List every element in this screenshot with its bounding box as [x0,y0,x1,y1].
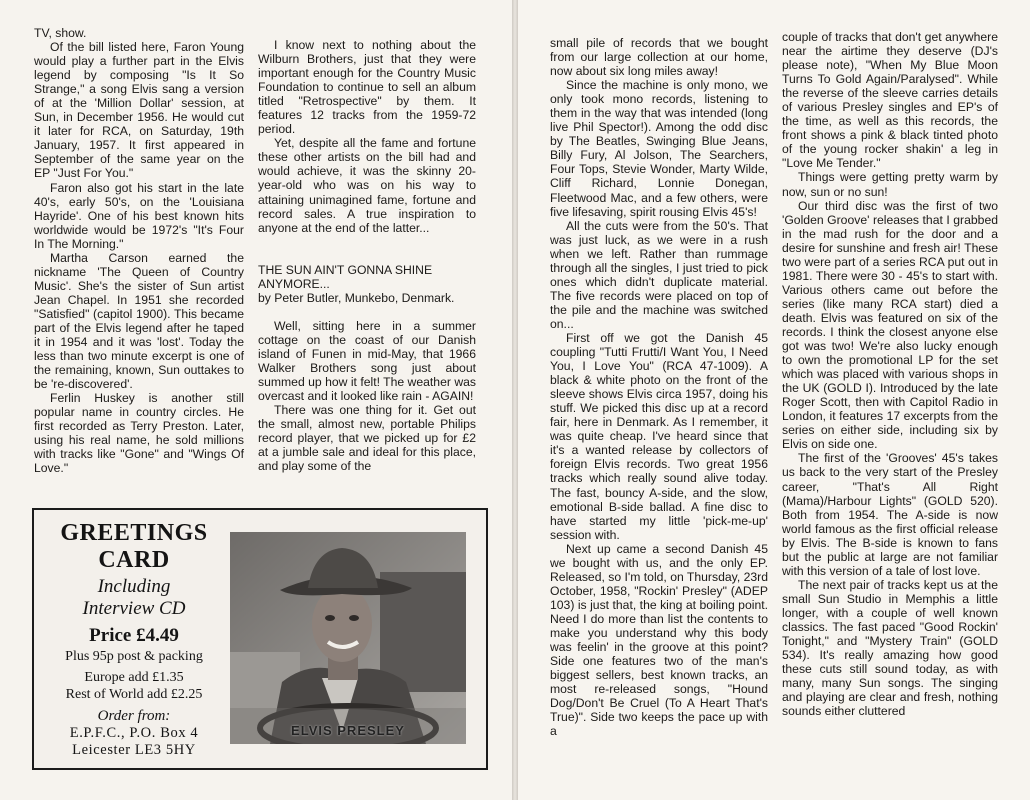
paragraph: The next pair of tracks kept us at the small Sun Studio in Memphis a little longer, with a couple of well known classics. The fast paced "Good Rockin' Tonight," and "Mystery Train" (GOLD 534). It's really amazing how good these cuts still sound today, as with many, many Sun songs. The singing and playing are clear and fresh, nothing sounds either cluttered [782,577,998,719]
paragraph: Things were getting pretty warm by now, sun or no sun! [782,170,998,199]
paragraph: Our third disc was the first of two 'Golden Groove' releases that I grabbed in the mad rush for the door and a desire for sunshine and fresh air! These two were part of a series RCA put out in 1981. There were 30 - 45's to start with. Various others came out before the series (like many RCA start) died a death. Elvis was featured on six of the records. I think the closest anyone else got was two! We're also lucky enough to own the promotional LP for the set which was placed with various shops in the UK (GOLD I). Introduced by the late Roger Scott, then with Capitol Radio in London, it features 17 excerpts from the series on either side, including six by Elvis on side one. [782,198,998,452]
advert-subtitle [40,576,228,620]
article-heading-line: ANYMORE... [258,276,330,291]
left-column-1 [34,26,244,476]
paragraph: First off we got the Danish 45 coupling "Tutti Frutti/I Want You, I Need You, I Love You" (RCA 47-1009). A black & white photo on the front of the sleeve shows Elvis circa 1957, doing his stuff. We picked this disc up at a record fair, here in Denmark. As I remember, it was quite cheap. I've heard since that it's a wanted release by collectors of foreign Elvis records. Two great 1956 tracks which really sound alive today. The fast, bouncy A-side, and the slow, emotional B-side ballad. A fine disc to have started my little 'pick-me-up' session with. [550,330,768,542]
left-column-2 [258,38,476,473]
advert-postage: Plus 95p post & packing [65,649,203,664]
paragraph: Of the bill listed here, Faron Young would play a further part in the Elvis legend by composing "Is It So Strange," a song Elvis sang a version of at the 'Million Dollar' session, at Sun, in December 1956. He would cut it later for RCA, on Saturday, 19th January, 1957. It first appeared in September of the same year on the EP "Just For You." [34,40,244,181]
paragraph: There was one thing for it. Get out the small, almost new, portable Philips record player, that we picked up for £2 at a jumble sale and ideal for this place, and play some of the [258,403,476,474]
left-page [0,0,512,800]
advert-subtitle-line: Interview CD [82,598,186,619]
paragraph: The first of the 'Grooves' 45's takes us back to the very start of the Presley career, "That's All Right (Mama)/Harbour Lights" (GOLD 520). Both from 1954. The A-side is now world famous as the first official release by Elvis. The B-side is known to fans but the public at large are not familiar with this version of a tale of lost love. [782,451,998,578]
greetings-card-advert [32,508,488,770]
advert-subtitle-line: Including [97,576,171,597]
article-heading-line: THE SUN AIN'T GONNA SHINE [258,262,433,277]
advert-title-line: GREETINGS [60,520,208,546]
advert-price: Price £4.49 [89,625,179,646]
advert-title-line: CARD [98,547,170,573]
advert-europe: Europe add £1.35 [84,670,184,685]
advert-order-label: Order from: [97,708,171,724]
paragraph: Since the machine is only mono, we only took mono records, listening to them in the way that was intended (long live Phil Spector!). Among the odd disc by The Beatles, Swinging Blue Jeans, Billy Fury, Al Jolson, The Searchers, Four Tops, Stevie Wonder, Marty Wilde, Cliff Richard, Lonnie Donegan, Fleetwood Mac, and a few others, were five lifesaving, spirit rousing Elvis 45's! [550,78,768,219]
advert-address: Leicester LE3 5HY [72,742,196,758]
paragraph: couple of tracks that don't get anywhere near the airtime they deserve (DJ's please note), "When My Blue Moon Turns To Gold Again/Paralysed". While the reverse of the sleeve carries details of various Presley singles and EP's of the time, as well as this records, the front shows a pink & black tinted photo of the young rocker shakin' a leg in "Love Me Tender." [782,30,998,171]
paragraph: Next up came a second Danish 45 we bought with us, and the only EP. Released, so I'm told, on Thursday, 23rd October, 1958, "Rockin' Presley" (ADEP 103) is just that, the king at boiling point. Need I do more than list the contents to make you understand why this body was feelin' in the groove at this point? Side one features two of the man's biggest sellers, best known tracks, an most re-released songs, "Hound Dog/Don't Be Cruel (To A Heart That's True)". Side two keeps the pace up with a [550,541,768,739]
paragraph: Well, sitting here in a summer cottage on the coast of our Danish island of Funen in mid-May, that 1966 Walker Brothers song just about summed up how it felt! The weather was overcast and it looked like rain - AGAIN! [258,318,476,404]
advert-world: Rest of World add £2.25 [65,687,203,702]
byline: by Peter Butler, Munkebo, Denmark. [258,290,455,305]
paragraph: small pile of records that we bought from our large collection at our home, now about six long miles away! [550,36,768,79]
advert-address: E.P.F.C., P.O. Box 4 [69,725,199,741]
paragraph: Ferlin Huskey is another still popular name in country circles. He first recorded as Terry Preston. Later, using his real name, he sold millions with tracks like "Gone" and "Wings Of Love." [34,391,244,476]
advert-text [40,520,228,759]
article-heading [258,263,476,291]
advert-title [40,520,228,574]
paragraph: Martha Carson earned the nickname 'The Queen of Country Music'. She's the sister of Sun artist Jean Chapel. In 1951 she recorded "Satisfied" (capitol 1900). This became part of the Elvis legend after he taped it in 1954 and it was 'lost'. Today the less than two minute excerpt is one of the remaining, known, Sun outtakes to be 're-discovered'. [34,250,244,392]
paragraph: Yet, despite all the fame and fortune these other artists on the bill had and would achieve, it was the skinny 20-year-old who was on his way to attaining unimagined fame, fortune and record sales. A true inspiration to anyone at the end of the latter... [258,136,476,235]
paragraph: I know next to nothing about the Wilburn Brothers, just that they were important enough for the Country Music Foundation to continue to sell an album titled "Retrospective" by them. It features 12 tracks from the 1959-72 period. [258,38,476,137]
right-column-2 [782,30,998,718]
paragraph: All the cuts were from the 50's. That was just luck, as we were in a rush when we left. Rather than rummage through all the singles, I just tried to pick ones which didn't duplicate material. The five records were placed on top of the pile and the machine was switched on... [550,218,768,331]
elvis-photo [230,532,466,744]
paragraph: Faron also got his start in the late 40's, early 50's, on the 'Louisiana Hayride'. One of his best known hits worldwide would be 1972's "It's Four In The Morning." [34,180,244,251]
right-column-1 [550,36,768,738]
paragraph: TV, show. [34,26,87,40]
right-page [518,0,1030,800]
elvis-photo-illustration [230,532,466,744]
photo-caption: ELVIS PRESLEY [291,723,405,738]
